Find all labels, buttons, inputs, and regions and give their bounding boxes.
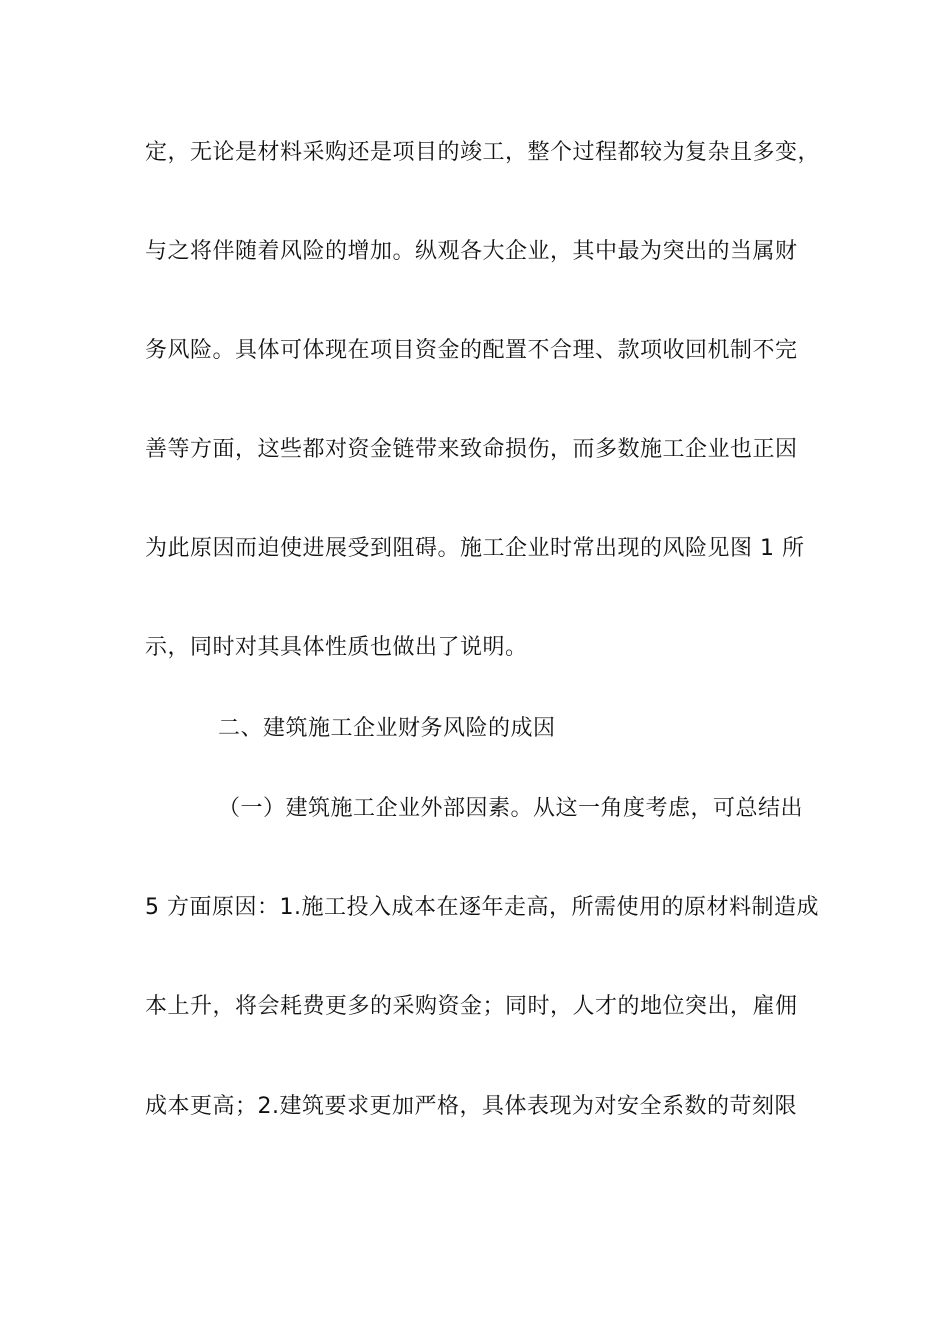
paragraph-line-3: 务风险。具体可体现在项目资金的配置不合理、款项收回机制不完 <box>145 338 798 363</box>
paragraph-line-4: 善等方面，这些都对资金链带来致命损伤，而多数施工企业也正因 <box>145 437 798 462</box>
section-heading: 二、建筑施工企业财务风险的成因 <box>218 716 556 741</box>
subsection-line-1: （一）建筑施工企业外部因素。从这一角度考虑，可总结出 <box>218 796 804 821</box>
paragraph-line-2: 与之将伴随着风险的增加。纵观各大企业，其中最为突出的当属财 <box>145 239 798 264</box>
subsection-line-3: 本上升，将会耗费更多的采购资金；同时，人才的地位突出，雇佣 <box>145 994 798 1019</box>
subsection-line-4: 成本更高；2.建筑要求更加严格，具体表现为对安全系数的苛刻限 <box>145 1094 797 1119</box>
paragraph-line-1: 定，无论是材料采购还是项目的竣工，整个过程都较为复杂且多变， <box>145 140 821 165</box>
paragraph-line-6: 示，同时对其具体性质也做出了说明。 <box>145 635 528 660</box>
subsection-line-2: 5 方面原因：1.施工投入成本在逐年走高，所需使用的原材料制造成 <box>145 895 819 920</box>
paragraph-line-5: 为此原因而迫使进展受到阻碍。施工企业时常出现的风险见图 1 所 <box>145 536 805 561</box>
